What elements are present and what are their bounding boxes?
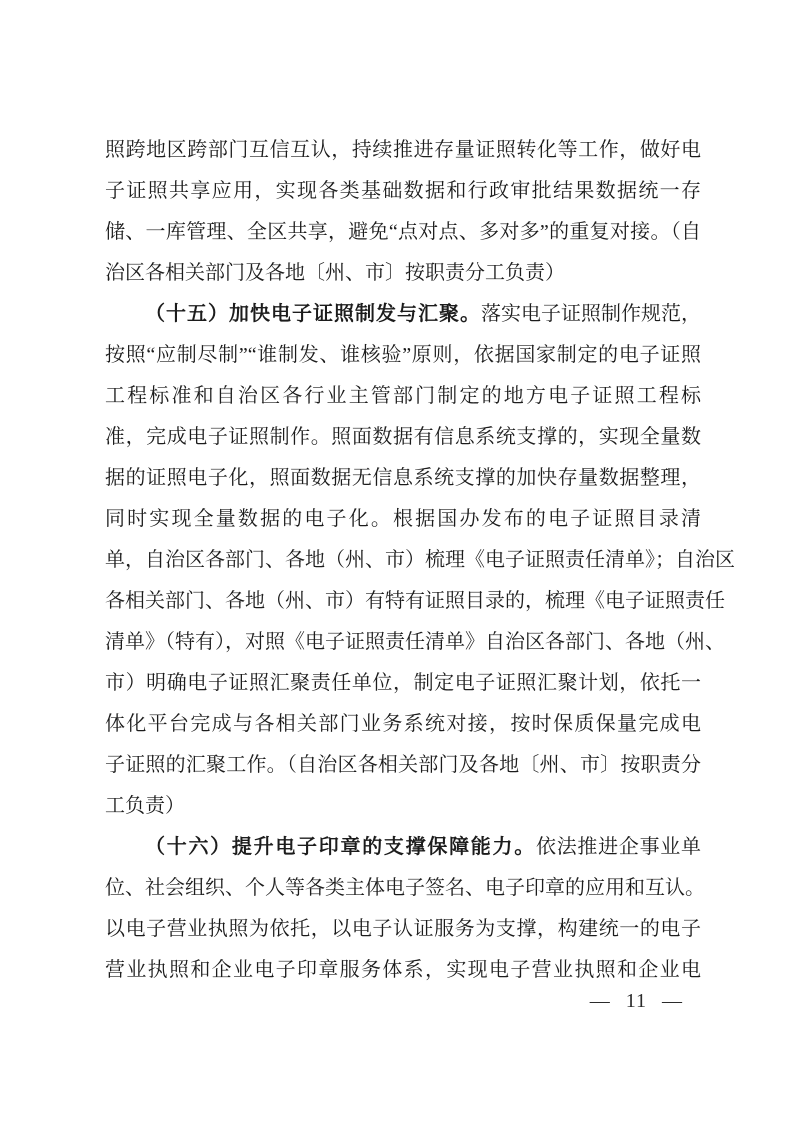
text-line <box>105 827 701 868</box>
body-text: 子证照的汇聚工作。（自治区各相关部门及各地〔州、市〕按职责分 <box>105 754 701 776</box>
text-line <box>105 622 725 663</box>
body-text: 依法推进企事业单 <box>535 836 702 858</box>
text-line <box>105 540 735 581</box>
body-text: 以电子营业执照为依托，以电子认证服务为支撑，构建统一的电子 <box>105 918 701 940</box>
text-line <box>105 745 701 786</box>
text-line <box>105 868 705 909</box>
text-line <box>105 130 701 171</box>
body-text: 落实电子证照制作规范， <box>481 303 701 325</box>
text-line <box>105 581 725 622</box>
body-text: 市）明确电子证照汇聚责任单位，制定电子证照汇聚计划，依托一 <box>105 672 701 694</box>
text-line <box>105 212 701 253</box>
text-line <box>105 909 701 950</box>
body-text: 清单》（特有），对照《电子证照责任清单》自治区各部门、各地（州、 <box>105 631 725 653</box>
body-text: 据的证照电子化，照面数据无信息系统支撑的加快存量数据整理， <box>105 467 701 489</box>
item-heading-text: （十六）提升电子印章的支撑保障能力。 <box>145 836 536 858</box>
body-text: 子证照共享应用，实现各类基础数据和行政审批结果数据统一存 <box>105 180 701 202</box>
text-line <box>105 704 701 745</box>
para-continuation <box>105 130 701 294</box>
item-heading-text: （十五）加快电子证照制发与汇聚。 <box>145 303 481 325</box>
text-line <box>105 171 701 212</box>
para-item-15 <box>105 294 735 827</box>
text-line <box>105 335 701 376</box>
body-text: 单，自治区各部门、各地（州、市）梳理《电子证照责任清单》；自治区 <box>105 549 735 571</box>
text-line <box>105 253 701 294</box>
text-line <box>105 458 701 499</box>
text-line <box>105 499 701 540</box>
text-line <box>105 376 701 417</box>
body-text: 同时实现全量数据的电子化。根据国办发布的电子证照目录清 <box>105 508 701 530</box>
text-line <box>105 950 701 991</box>
body-text: 各相关部门、各地（州、市）有特有证照目录的，梳理《电子证照责任 <box>105 590 725 612</box>
body-text: 储、一库管理、全区共享，避免“点对点、多对多”的重复对接。（自 <box>105 221 701 243</box>
document-body <box>105 130 735 991</box>
body-text: 治区各相关部门及各地〔州、市〕按职责分工负责） <box>105 262 565 284</box>
text-line <box>105 294 701 335</box>
body-text: 准，完成电子证照制作。照面数据有信息系统支撑的，实现全量数 <box>105 426 701 448</box>
body-text: 照跨地区跨部门互信互认，持续推进存量证照转化等工作，做好电 <box>105 139 701 161</box>
para-item-16 <box>105 827 705 991</box>
body-text: 工负责） <box>105 795 185 817</box>
body-text: 营业执照和企业电子印章服务体系，实现电子营业执照和企业电 <box>105 959 701 981</box>
page-number: — 11 — <box>589 990 683 1012</box>
body-text: 工程标准和自治区各行业主管部门制定的地方电子证照工程标 <box>105 385 701 407</box>
body-text: 体化平台完成与各相关部门业务系统对接，按时保质保量完成电 <box>105 713 701 735</box>
text-line <box>105 417 701 458</box>
body-text: 按照“应制尽制”“谁制发、谁核验”原则，依据国家制定的电子证照 <box>105 344 701 366</box>
text-line <box>105 663 701 704</box>
text-line <box>105 786 701 827</box>
body-text: 位、社会组织、个人等各类主体电子签名、电子印章的应用和互认。 <box>105 877 705 899</box>
